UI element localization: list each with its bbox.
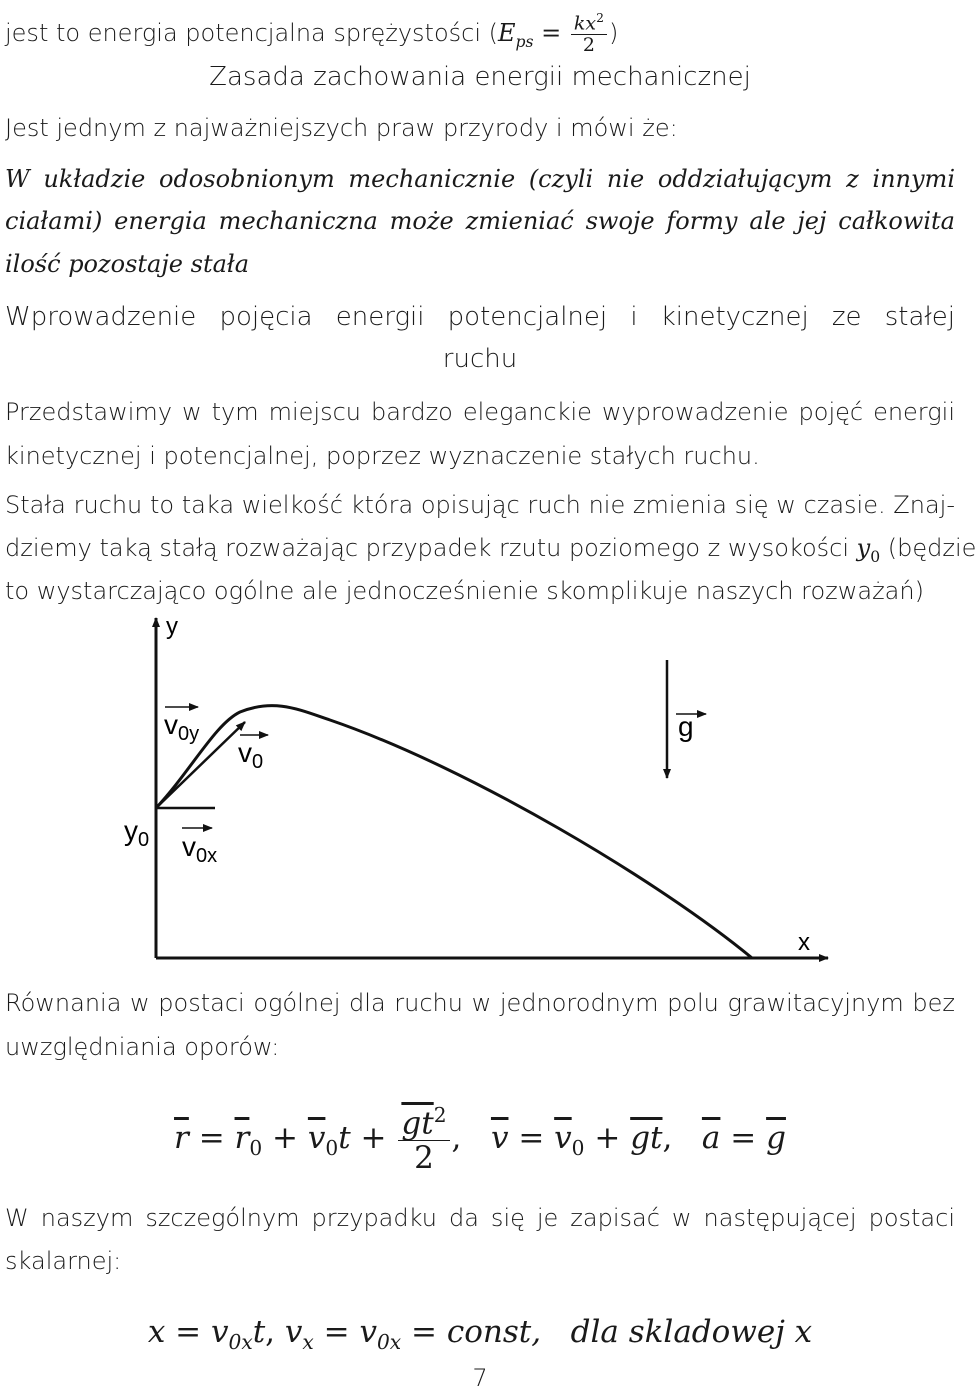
eq2-comma: , — [265, 1314, 285, 1350]
equals-sign: = — [533, 19, 569, 48]
eq1-comma2: , — [662, 1120, 673, 1156]
v0x2-var-sub: 0x — [376, 1330, 402, 1355]
section-title-derivation-line-2: ruchu — [442, 344, 518, 374]
t-var-2: t — [252, 1314, 266, 1350]
const-text: const, — [446, 1314, 542, 1350]
v-vec: $\overline{v}$ — [490, 1120, 509, 1156]
eq1-equals3: = — [720, 1120, 767, 1156]
y0-label-main: y — [124, 815, 138, 846]
eq1-comma1: , — [451, 1120, 462, 1156]
para1-line-2: kinetycznej i potencjalnej, poprzez wyznaczenie stałych ruchu. — [5, 442, 760, 470]
scalar-equations — [0, 1314, 960, 1354]
law-line-3: ilość pozostaje stała — [5, 250, 249, 278]
v0y-label-main: v — [164, 709, 178, 740]
law-line-2: ciałami) energia mechaniczna może zmieniać swoje formy ale jej całkowita — [5, 207, 955, 235]
g-vec: $\overline{g}$ — [766, 1120, 786, 1156]
para3-line-2: uwzględniania oporów: — [5, 1033, 280, 1061]
v0x2-var: v — [359, 1314, 377, 1350]
v0-label-main: v — [238, 737, 252, 768]
para2-line-2-text: dziemy taką stałą rozważając przypadek rzutu poziomego z wysokości — [5, 534, 857, 562]
x-var: x — [147, 1314, 166, 1350]
v0b-sub: 0 — [571, 1136, 585, 1161]
para2-line-2-after: (będzie — [880, 534, 976, 562]
r-vec: $\overline{r}$ — [174, 1120, 189, 1156]
vx-var-sub: x — [302, 1330, 314, 1355]
dla-text: dla skladowej x — [570, 1314, 813, 1350]
g-label: g — [678, 711, 694, 742]
intro-line: Jest jednym z najważniejszych praw przyrody i mówi że: — [5, 114, 678, 142]
para4-line-1: W naszym szczególnym przypadku da się je zapisać w następującej postaci — [5, 1204, 955, 1232]
frac-numerator-exp: 2 — [596, 11, 604, 25]
gt2-num: $\overline{gt}$ — [401, 1105, 434, 1142]
a-vec: $\overline{a}$ — [701, 1120, 721, 1156]
v0b-vec: $\overline{v}$ — [554, 1120, 572, 1156]
spring-fraction — [571, 12, 607, 56]
gt2-fraction — [398, 1104, 449, 1176]
t-var: t — [338, 1120, 351, 1156]
gt2-sup: 2 — [433, 1102, 447, 1127]
y0-var: y — [856, 534, 871, 562]
v0x-var-sub: 0x — [228, 1330, 253, 1355]
frac-numerator: kx — [573, 12, 597, 35]
close-paren: ) — [608, 19, 619, 48]
para1-line-1: Przedstawimy w tym miejscu bardzo eleganckie wyprowadzenie pojęć energii — [5, 398, 955, 426]
y0-label — [124, 815, 149, 851]
para2-line-3: to wystarczająco ogólne ale jednocześnienie skomplikuje naszych rozważań) — [5, 577, 924, 605]
top-line — [5, 12, 955, 57]
v0-label-sub: 0 — [252, 751, 264, 773]
v0x-label-main: v — [182, 831, 196, 862]
eq1-plus2: + — [350, 1120, 397, 1156]
para2-line-1: Stała ruchu to taka wielkość która opisując ruch nie zmienia się w czasie. Znaj- — [5, 491, 955, 519]
x-axis-label: x — [798, 929, 810, 956]
eps-subscript: ps — [515, 32, 534, 51]
page-number: 7 — [472, 1364, 488, 1392]
eq2-equals1: = — [165, 1314, 211, 1350]
r0-sub: 0 — [249, 1136, 263, 1161]
v0x-label — [182, 831, 217, 867]
eq1-equals: = — [188, 1120, 235, 1156]
y0-label-sub: 0 — [138, 829, 150, 851]
v0-sub: 0 — [325, 1136, 339, 1161]
eq2-equals3: = — [401, 1314, 447, 1350]
frac-denominator: 2 — [582, 34, 595, 57]
eq2-equals2: = — [313, 1314, 360, 1350]
eq1-plus3: + — [584, 1120, 631, 1156]
projectile-diagram — [0, 612, 960, 972]
gt-vec: $\overline{gt}$ — [630, 1120, 663, 1156]
section-title-energy-conservation: Zasada zachowania energii mechanicznej — [209, 62, 751, 92]
v0-vec: $\overline{v}$ — [307, 1120, 326, 1156]
vector-equations — [0, 1090, 960, 1196]
v0-label — [238, 737, 263, 773]
para2-line-2 — [5, 533, 976, 572]
section-title-derivation-line-1: Wprowadzenie pojęcia energii potencjalnej i kinetycznej ze stałej — [5, 302, 955, 332]
para3-line-1: Równania w postaci ogólnej dla ruchu w jednorodnym polu grawitacyjnym bez — [5, 989, 955, 1017]
top-line-text: jest to energia potencjalna sprężystości ( — [5, 19, 498, 48]
v0y-label — [164, 709, 199, 745]
y-axis-label: y — [166, 613, 178, 640]
y0-var-sub: 0 — [870, 547, 881, 566]
r0-vec: $\overline{r}$ — [234, 1120, 250, 1156]
v0x-var: v — [211, 1314, 229, 1350]
gt2-den: 2 — [414, 1140, 434, 1177]
eq1-plus1: + — [262, 1120, 308, 1156]
v0y-label-sub: 0y — [178, 723, 200, 745]
eq1-equals2: = — [508, 1120, 555, 1156]
para4-line-2: skalarnej: — [5, 1247, 122, 1275]
eps-symbol: E — [497, 19, 516, 48]
vx-var: v — [284, 1314, 303, 1350]
law-line-1: W układzie odosobnionym mechanicznie (czyli nie oddziałującym z innymi — [5, 165, 955, 193]
v0x-label-sub: 0x — [196, 845, 218, 867]
